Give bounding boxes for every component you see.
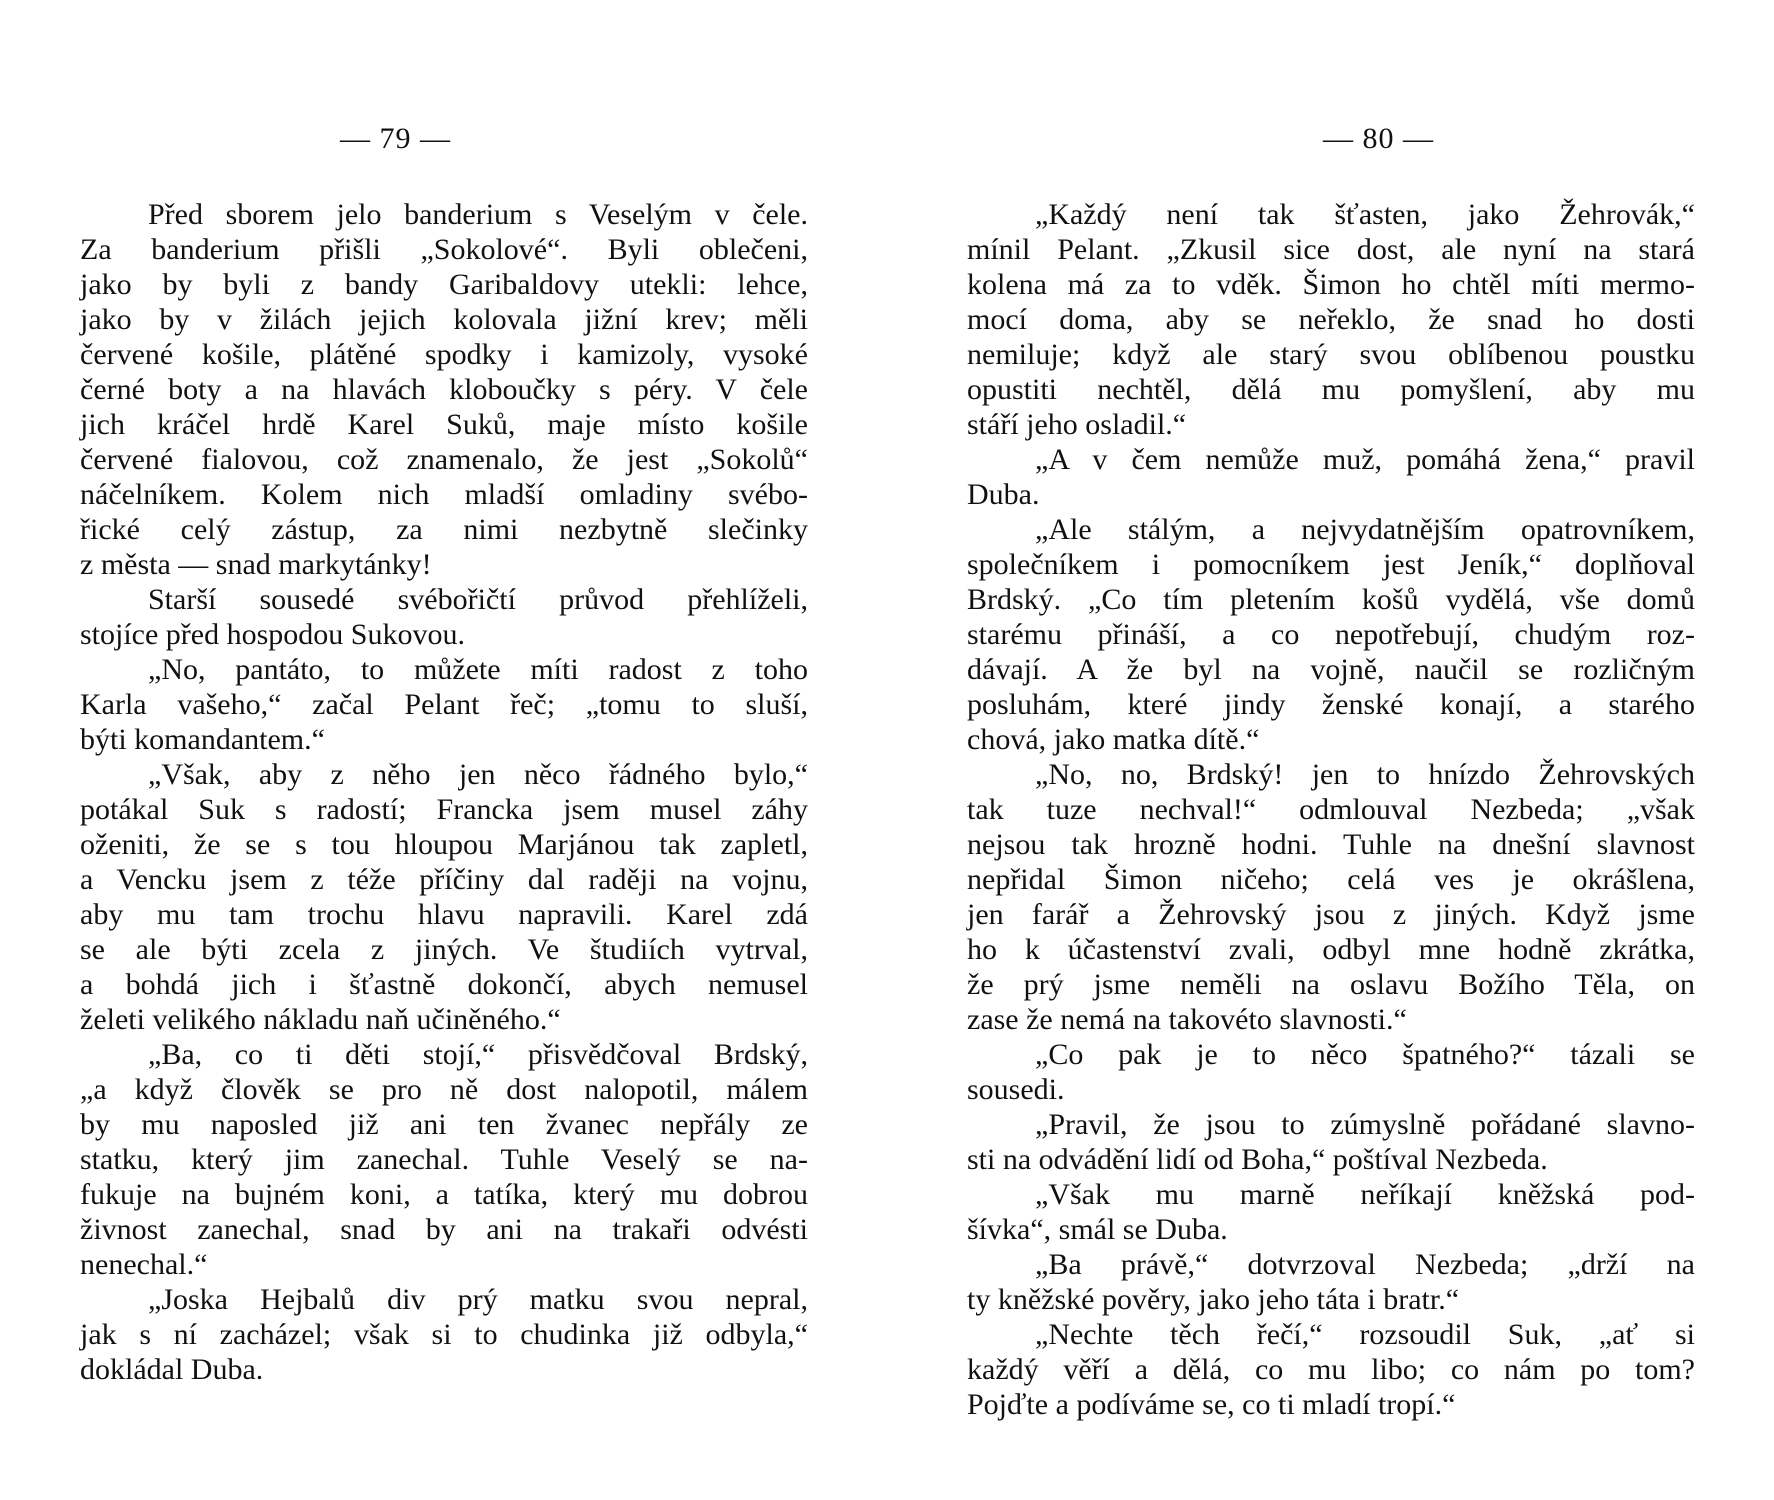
text-line: stojíce před hospodou Sukovou. [80,618,465,651]
text-line: „Joska Hejbalů div prý matku svou nepral, [148,1283,808,1316]
text-line: chová, jako matka dítě.“ [967,723,1260,756]
page-text [967,197,1695,1422]
text-line: „Ba, co ti děti stojí,“ přisvědčoval Brdský, [148,1038,808,1071]
text-line: náčelníkem. Kolem nich mladší omladiny svébo- [80,478,808,511]
text-line: statku, který jim zanechal. Tuhle Veselý se na- [80,1143,808,1176]
text-line: Karla vašeho,“ začal Pelant řeč; „tomu to sluší, [80,688,808,721]
text-line: sti na odvádění lidí od Boha,“ poštíval Nezbeda. [967,1143,1548,1176]
text-line: dávají. A že byl na vojně, naučil se rozličným [967,653,1695,686]
text-line: jak s ní zacházel; však si to chudinka již odbyla,“ [80,1318,808,1351]
text-line: živnost zanechal, snad by ani na trakaři odvésti [80,1213,808,1246]
text-line: „No, pantáto, to můžete míti radost z toho [148,653,808,686]
text-line: zase že nemá na takovéto slavnosti.“ [967,1003,1407,1036]
text-line: „Ba právě,“ dotvrzoval Nezbeda; „drží na [1035,1248,1695,1281]
text-line: potákal Suk s radostí; Francka jsem musel záhy [80,793,808,826]
text-line: stáří jeho osladil.“ [967,408,1187,441]
text-line: „Každý není tak šťasten, jako Žehrovák,“ [1035,198,1695,231]
page-number: — 79 — [340,122,451,155]
text-line: červené košile, plátěné spodky i kamizoly, vysoké [80,338,808,371]
text-line: Za banderium přišli „Sokolové“. Byli oblečeni, [80,233,808,266]
text-line: mínil Pelant. „Zkusil sice dost, ale nyní na stará [967,233,1695,266]
text-line: „Nechte těch řečí,“ rozsoudil Suk, „ať si [1035,1318,1695,1351]
text-line: každý věří a dělá, co mu libo; co nám po tom? [967,1353,1695,1386]
text-line: a Vencku jsem z téže příčiny dal raději na vojnu, [80,863,808,896]
text-line: a bohdá jich i šťastně dokončí, abych nemusel [80,968,808,1001]
text-line: černé boty a na hlavách kloboučky s péry. V čele [80,373,808,406]
text-line: kolena má za to vděk. Šimon ho chtěl míti mermo- [967,268,1695,301]
page-text [80,197,808,1387]
text-line: „Však mu marně neříkají kněžská pod- [1035,1178,1695,1211]
text-line: že prý jsme neměli na oslavu Božího Těla, on [967,968,1695,1001]
text-line: nemiluje; když ale starý svou oblíbenou poustku [967,338,1695,371]
text-line: dokládal Duba. [80,1353,264,1386]
text-line: nepřidal Šimon ničeho; celá ves je okrášlena, [967,863,1695,896]
page-number: — 80 — [1323,122,1434,155]
text-line: „Co pak je to něco špatného?“ tázali se [1035,1038,1695,1071]
text-line: šívka“, smál se Duba. [967,1213,1228,1246]
text-line: řické celý zástup, za nimi nezbytně slečinky [80,513,808,546]
text-line: oženiti, že se s tou hloupou Marjánou tak zapletl, [80,828,808,861]
text-line: by mu naposled již ani ten žvanec nepřály ze [80,1108,808,1141]
text-line: sousedi. [967,1073,1065,1106]
text-line: nenechal.“ [80,1248,208,1281]
text-line: „Ale stálým, a nejvydatnějším opatrovníkem, [1035,513,1695,546]
text-line: společníkem i pomocníkem jest Jeník,“ doplňoval [967,548,1695,581]
text-line: se ale býti zcela z jiných. Ve študiích vytrval, [80,933,808,966]
text-line: jich kráčel hrdě Karel Suků, maje místo košile [80,408,808,441]
text-line: želeti velikého nákladu naň učiněného.“ [80,1003,561,1036]
text-line: posluhám, které jindy ženské konají, a starého [967,688,1695,721]
text-line: Před sborem jelo banderium s Veselým v čele. [148,198,808,231]
text-line: starému přináší, a co nepotřebují, chudým roz- [967,618,1695,651]
text-line: Pojďte a podíváme se, co ti mladí tropí.“ [967,1388,1456,1421]
text-line: opustiti nechtěl, dělá mu pomyšlení, aby mu [967,373,1695,406]
text-line: „Však, aby z něho jen něco řádného bylo,“ [148,758,808,791]
right-page [887,0,1774,1500]
text-line: jako by byli z bandy Garibaldovy utekli: lehce, [80,268,808,301]
text-line: červené fialovou, což znamenalo, že jest „Sokolů“ [80,443,808,476]
text-line: jen farář a Žehrovský jsou z jiných. Když jsme [967,898,1695,931]
text-line: ty kněžské pověry, jako jeho táta i bratr.“ [967,1283,1460,1316]
text-line: fukuje na bujném koni, a tatíka, který mu dobrou [80,1178,808,1211]
text-line: tak tuze nechval!“ odmlouval Nezbeda; „však [967,793,1695,826]
text-line: nejsou tak hrozně hodni. Tuhle na dnešní slavnost [967,828,1695,861]
text-line: jako by v žilách jejich kolovala jižní krev; měli [80,303,808,336]
text-line: „a když člověk se pro ně dost nalopotil, málem [80,1073,808,1106]
text-line: Brdský. „Co tím pletením košů vydělá, vše domů [967,583,1695,616]
text-line: Duba. [967,478,1040,511]
text-line: Starší sousedé svébořičtí průvod přehlíželi, [148,583,808,616]
text-line: aby mu tam trochu hlavu napravili. Karel zdá [80,898,808,931]
text-line: „Pravil, že jsou to zúmyslně pořádané slavno- [1035,1108,1695,1141]
text-line: „A v čem nemůže muž, pomáhá žena,“ pravil [1035,443,1695,476]
text-line: mocí doma, aby se neřeklo, že snad ho dosti [967,303,1695,336]
text-line: ho k účastenství zvali, odbyl mne hodně zkrátka, [967,933,1695,966]
text-line: z města — snad markytánky! [80,548,432,581]
text-line: býti komandantem.“ [80,723,325,756]
text-line: „No, no, Brdský! jen to hnízdo Žehrovských [1035,758,1695,791]
